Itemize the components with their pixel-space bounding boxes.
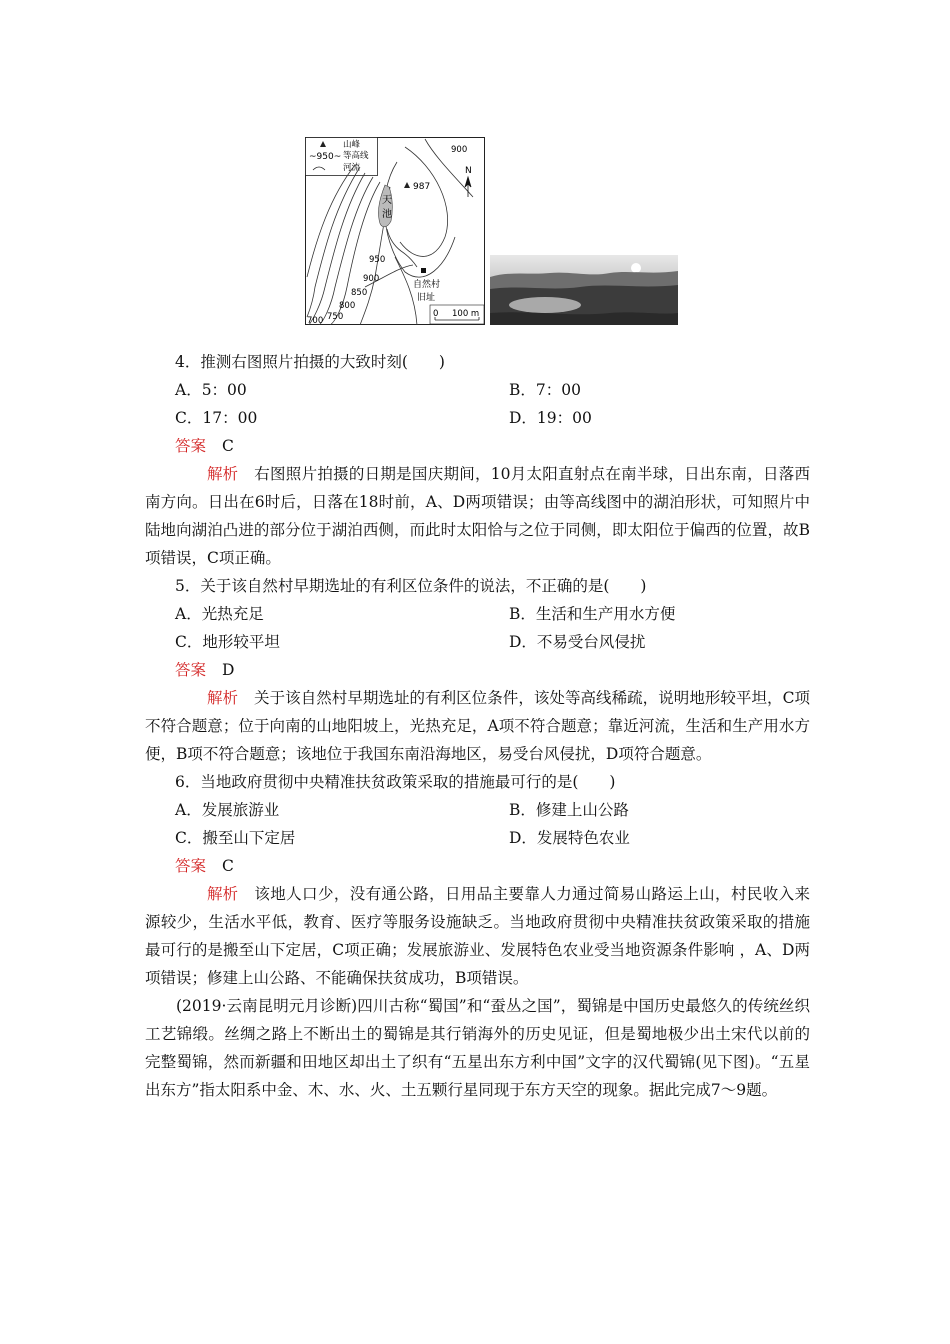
q4-option-c: C．17：00	[175, 409, 258, 427]
contour-label: 700	[307, 316, 324, 325]
village-marker	[421, 268, 426, 273]
answer-value: C	[222, 437, 234, 455]
q5-option-c: C．地形较平坦	[175, 633, 280, 651]
q5-options	[145, 600, 810, 628]
village-label: 自然村	[413, 280, 441, 290]
contour-label: 950	[369, 255, 386, 265]
legend-contour: 等高线	[343, 151, 369, 161]
q4-analysis	[145, 460, 810, 572]
lake-photo	[490, 255, 678, 325]
village-label-2: 旧址	[417, 293, 436, 303]
answer-label: 答案	[175, 437, 207, 455]
analysis-text: 该地人口少，没有通公路，日用品主要靠人力通过简易山路运上山，村民收入来源较少，生活水平低，教育、医疗等服务设施缺乏。当地政府贯彻中央精准扶贫政策采取的措施最可行的是搬至山下定居，C项正确；发展旅游业、发展特色农业受当地资源条件影响 ，A、D两项错误；修建上山公路、不能确保扶贫成功，B项错误。	[145, 885, 810, 987]
analysis-text: 关于该自然村早期选址的有利区位条件，该处等高线稀疏，说明地形较平坦，C项不符合题意；位于向南的山地阳坡上，光热充足，A项不符合题意；靠近河流，生活和生产用水方便，B项不符合题意；该地位于我国东南沿海地区，易受台风侵扰，D项符合题意。	[145, 689, 810, 763]
q5-option-a: A．光热充足	[175, 605, 264, 623]
q4-answer	[145, 432, 810, 460]
legend-peak: 山峰	[343, 140, 361, 150]
q4-stem: 4．推测右图照片拍摄的大致时刻( )	[175, 353, 445, 371]
contour-label: 900	[363, 274, 380, 284]
q6-option-a: A．发展旅游业	[175, 801, 280, 819]
figure	[305, 137, 680, 327]
q6-answer	[145, 852, 810, 880]
q6-stem: 6．当地政府贯彻中央精准扶贫政策采取的措施最可行的是( )	[175, 773, 616, 791]
q5-stem: 5．关于该自然村早期选址的有利区位条件的说法，不正确的是( )	[175, 577, 647, 595]
answer-value: C	[222, 857, 234, 875]
q4-options-2	[145, 404, 810, 432]
q6-option-b: B．修建上山公路	[509, 801, 629, 819]
q5-answer	[145, 656, 810, 684]
q6-option-d: D．发展特色农业	[509, 829, 630, 847]
answer-label: 答案	[175, 661, 207, 679]
answer-label: 答案	[175, 857, 207, 875]
contour-label: 800	[339, 301, 356, 311]
contour-label: 900	[451, 145, 468, 155]
analysis-label: 解析	[207, 689, 239, 707]
legend-river: 河流	[343, 163, 361, 173]
scale-value: 100 m	[452, 309, 480, 319]
q5-analysis	[145, 684, 810, 768]
contour-map	[305, 137, 485, 325]
scale-zero: 0	[433, 309, 439, 319]
q6-option-c: C．搬至山下定居	[175, 829, 296, 847]
contour-label: 850	[351, 288, 368, 298]
analysis-label: 解析	[207, 465, 239, 483]
q6-options-2	[145, 824, 810, 852]
q5-options-2	[145, 628, 810, 656]
q4-options	[145, 376, 810, 404]
question-text	[145, 348, 810, 1104]
answer-value: D	[222, 661, 235, 679]
q4-option-a: A．5：00	[175, 381, 247, 399]
lake-name-2: 池	[382, 209, 392, 220]
contour-label: 750	[327, 312, 344, 322]
q6-options	[145, 796, 810, 824]
q6-analysis	[145, 880, 810, 992]
intro-paragraph: (2019·云南昆明元月诊断)四川古称“蜀国”和“蚕丛之国”，蜀锦是中国历史最悠久的传统丝织工艺锦缎。丝绸之路上不断出土的蜀锦是其行销海外的历史见证，但是蜀地极少出土宋代以前的完整蜀锦，然而新疆和田地区却出土了织有“五星出东方利中国”文字的汉代蜀锦(见下图)。“五星出东方”指太阳系中金、木、水、火、土五颗行星同现于东方天空的现象。据此完成7～9题。	[145, 997, 810, 1099]
q4-option-b: B．7：00	[509, 381, 581, 399]
analysis-label: 解析	[207, 885, 239, 903]
q4-option-d: D．19：00	[509, 409, 592, 427]
q5-option-b: B．生活和生产用水方便	[509, 605, 676, 623]
lake-name: 天	[382, 195, 392, 206]
q5-option-d: D．不易受台风侵扰	[509, 633, 646, 651]
analysis-text: 右图照片拍摄的日期是国庆期间，10月太阳直射点在南半球，日出东南，日落西南方向。日出在6时后，日落在18时前，A、D两项错误；由等高线图中的湖泊形状，可知照片中陆地向湖泊凸进的部分位于湖泊西侧，而此时太阳恰与之位于同侧，即太阳位于偏西的位置，故B项错误，C项正确。	[145, 465, 810, 567]
legend-contour-value: ~950~	[309, 152, 342, 162]
peak-elevation: 987	[413, 182, 431, 192]
north-label: N	[465, 166, 472, 176]
